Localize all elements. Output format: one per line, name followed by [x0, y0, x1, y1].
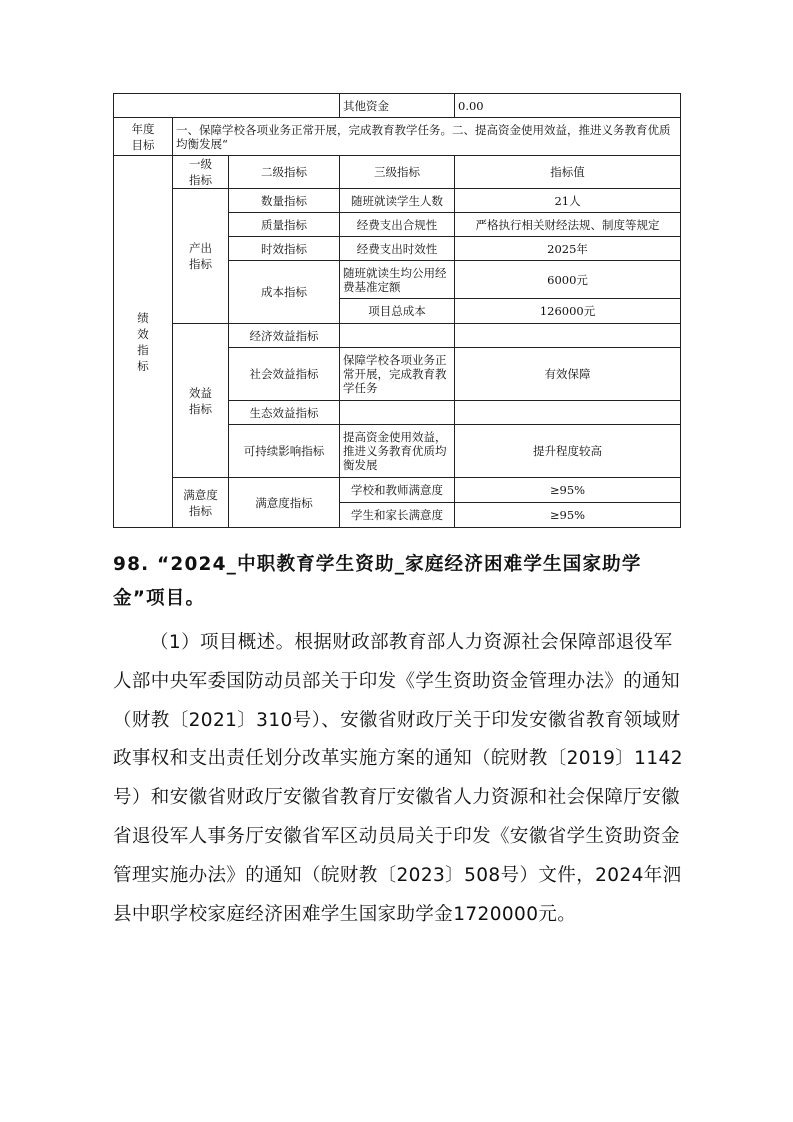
other-funds-label: 其他资金 [340, 94, 455, 118]
eco-level3 [340, 401, 455, 425]
sustain-label: 可持续影响指标 [229, 425, 340, 478]
annual-goal-text: 一、保障学校各项业务正常开展，完成教育教学任务。二、提高资金使用效益，推进义务教育优质均衡发展“ [173, 118, 681, 156]
social-level3: 保障学校各项业务正常开展，完成教育教学任务 [340, 348, 455, 401]
cost-label: 成本指标 [229, 261, 340, 324]
project-overview-paragraph: （1）项目概述。根据财政部教育部人力资源社会保障部退役军人部中央军委国防动员部关于印发《学生资助资金管理办法》的通知（财教〔2021〕310号）、安徽省财政厅关于印发安徽省教育领域财政事权和支出责任划分改革实施方案的通知（皖财教〔2019〕1142号）和安徽省财政厅安徽省教育厅安徽省人力资源和社会保障厅安徽省退役军人事务厅安徽省军区动员局关于印发《安徽省学生资助资金管理实施办法》的通知（皖财教〔2023〕508号）文件，2024年泗县中职学校家庭经济困难学生国家助学金1720000元。 [113, 632, 683, 925]
header-value: 指标值 [455, 156, 681, 189]
benefit-indicator-text: 效益指标 [189, 385, 212, 416]
cost-value-a: 6000元 [455, 261, 681, 299]
table-row [114, 324, 681, 348]
quantity-level3: 随班就读学生人数 [340, 189, 455, 213]
social-value: 有效保障 [455, 348, 681, 401]
cost-level3-b: 项目总成本 [340, 299, 455, 324]
output-indicator-label [173, 189, 229, 324]
satisfaction-level1 [173, 478, 229, 528]
cost-value-b: 126000元 [455, 299, 681, 324]
perf-indicator-label-text: 绩效指标 [137, 310, 149, 373]
section-heading: 98. “2024_中职教育学生资助_家庭经济困难学生国家助学金”项目。 [113, 554, 642, 609]
quality-level3: 经费支出合规性 [340, 213, 455, 237]
annual-goal-label-text: 年度目标 [131, 121, 155, 152]
table-row [114, 118, 681, 156]
economic-label: 经济效益指标 [229, 324, 340, 348]
output-indicator-text: 产出指标 [189, 241, 212, 271]
eco-label: 生态效益指标 [229, 401, 340, 425]
other-funds-value: 0.00 [455, 94, 681, 118]
table-row [114, 156, 681, 189]
sat-level3-a: 学校和教师满意度 [340, 478, 455, 503]
satisfaction-level2: 满意度指标 [229, 478, 340, 528]
table-row [114, 94, 681, 118]
timeliness-value: 2025年 [455, 237, 681, 261]
sat-value-b: ≥95% [455, 503, 681, 528]
timeliness-level3: 经费支出时效性 [340, 237, 455, 261]
timeliness-label: 时效指标 [229, 237, 340, 261]
benefit-indicator-label [173, 324, 229, 478]
sat-value-a: ≥95% [455, 478, 681, 503]
header-level1-text: 一级指标 [189, 157, 212, 187]
sustain-value: 提升程度较高 [455, 425, 681, 478]
annual-goal-label [114, 118, 173, 156]
header-level1 [173, 156, 229, 189]
table-row [114, 189, 681, 213]
quantity-label: 数量指标 [229, 189, 340, 213]
cost-level3-a: 随班就读生均公用经费基准定额 [340, 261, 455, 299]
eco-value [455, 401, 681, 425]
performance-table [113, 93, 681, 528]
header-level3: 三级指标 [340, 156, 455, 189]
quality-value: 严格执行相关财经法规、制度等规定 [455, 213, 681, 237]
economic-level3 [340, 324, 455, 348]
quantity-value: 21人 [455, 189, 681, 213]
social-label: 社会效益指标 [229, 348, 340, 401]
header-level2: 二级指标 [229, 156, 340, 189]
blank-cell [114, 94, 340, 118]
sat-level3-b: 学生和家长满意度 [340, 503, 455, 528]
sustain-level3: 提高资金使用效益，推进义务教育优质均衡发展 [340, 425, 455, 478]
quality-label: 质量指标 [229, 213, 340, 237]
economic-value [455, 324, 681, 348]
perf-indicator-label [114, 156, 173, 528]
table-row [114, 478, 681, 503]
satisfaction-level1-text: 满意度指标 [183, 487, 218, 518]
